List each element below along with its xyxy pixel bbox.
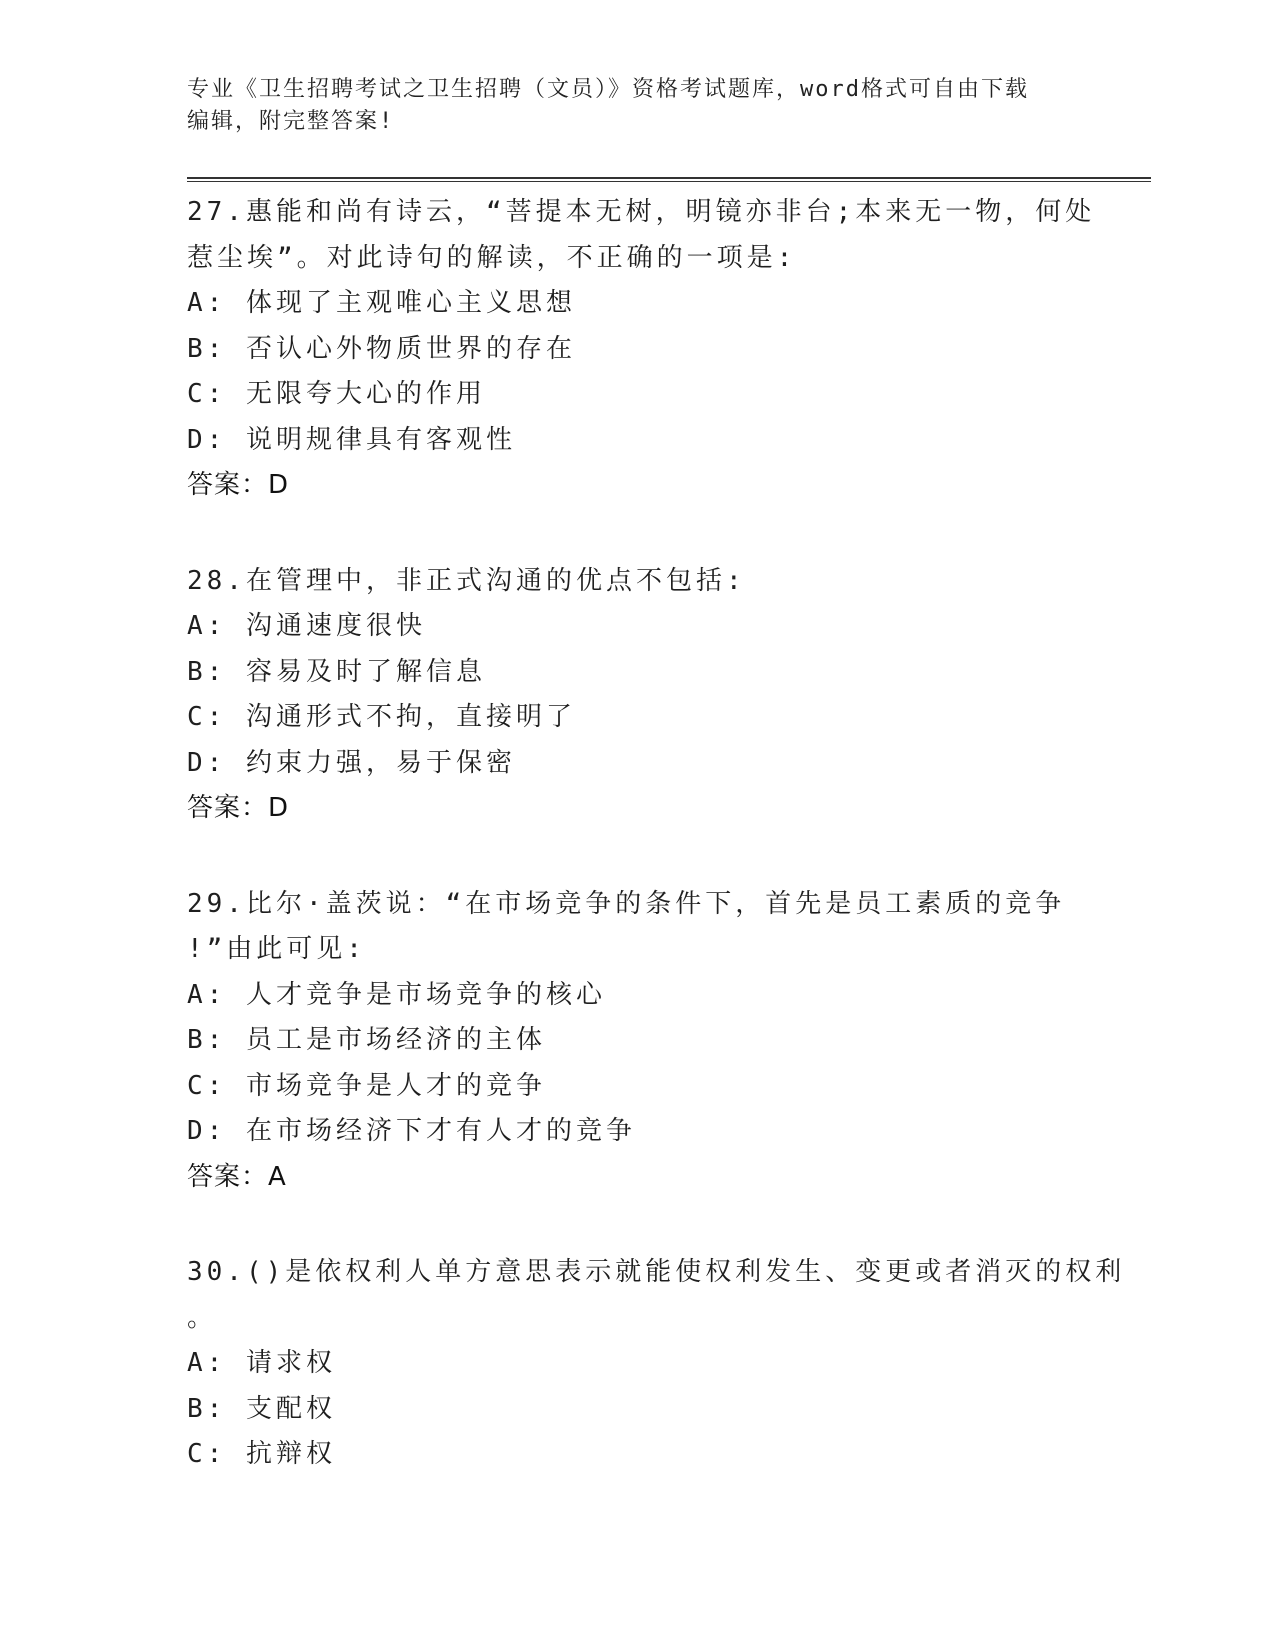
option-c: C: 抗辩权 xyxy=(187,1439,336,1469)
option-d: D: 约束力强，易于保密 xyxy=(187,747,516,778)
option-b: B: 否认心外物质世界的存在 xyxy=(187,333,576,364)
option-b: B: 支配权 xyxy=(187,1393,336,1424)
header-divider xyxy=(187,177,1151,182)
question-list xyxy=(187,190,1126,1528)
option-a: A: 体现了主观唯心主义思想 xyxy=(187,288,576,318)
answer-line: 答案：D xyxy=(187,470,290,500)
option-b: B: 员工是市场经济的主体 xyxy=(187,1025,546,1055)
option-c: C: 市场竞争是人才的竞争 xyxy=(187,1070,546,1101)
question-28 xyxy=(187,559,1087,832)
header-line-2: 编辑，附完整答案! xyxy=(187,109,395,134)
question-30 xyxy=(187,1250,1126,1478)
question-stem: 。 xyxy=(187,1302,218,1333)
answer-line: 答案：D xyxy=(187,793,290,823)
option-d: D: 在市场经济下才有人才的竞争 xyxy=(187,1116,636,1146)
question-stem: 27.惠能和尚有诗云，“菩提本无树，明镜亦非台;本来无一物，何处 xyxy=(187,197,1096,227)
question-stem: !”由此可见: xyxy=(187,934,366,964)
document-header xyxy=(187,74,1067,138)
option-c: C: 沟通形式不拘，直接明了 xyxy=(187,702,576,732)
header-line-1: 专业《卫生招聘考试之卫生招聘（文员）》资格考试题库，word格式可自由下载 xyxy=(187,77,1029,102)
question-stem: 28.在管理中，非正式沟通的优点不包括: xyxy=(187,565,746,596)
option-d: D: 说明规律具有客观性 xyxy=(187,424,516,455)
question-stem: 30.()是依权利人单方意思表示就能使权利发生、变更或者消灭的权利 xyxy=(187,1257,1126,1287)
option-a: A: 人才竞争是市场竞争的核心 xyxy=(187,979,606,1010)
question-29 xyxy=(187,882,1087,1201)
question-stem: 惹尘埃”。对此诗句的解读，不正确的一项是: xyxy=(187,242,797,273)
question-stem: 29.比尔·盖茨说：“在市场竞争的条件下，首先是员工素质的竞争 xyxy=(187,888,1066,919)
question-27 xyxy=(187,190,1096,509)
option-b: B: 容易及时了解信息 xyxy=(187,656,486,687)
answer-line: 答案：A xyxy=(187,1161,287,1192)
option-c: C: 无限夸大心的作用 xyxy=(187,379,486,409)
option-a: A: 沟通速度很快 xyxy=(187,611,426,641)
option-a: A: 请求权 xyxy=(187,1348,336,1378)
